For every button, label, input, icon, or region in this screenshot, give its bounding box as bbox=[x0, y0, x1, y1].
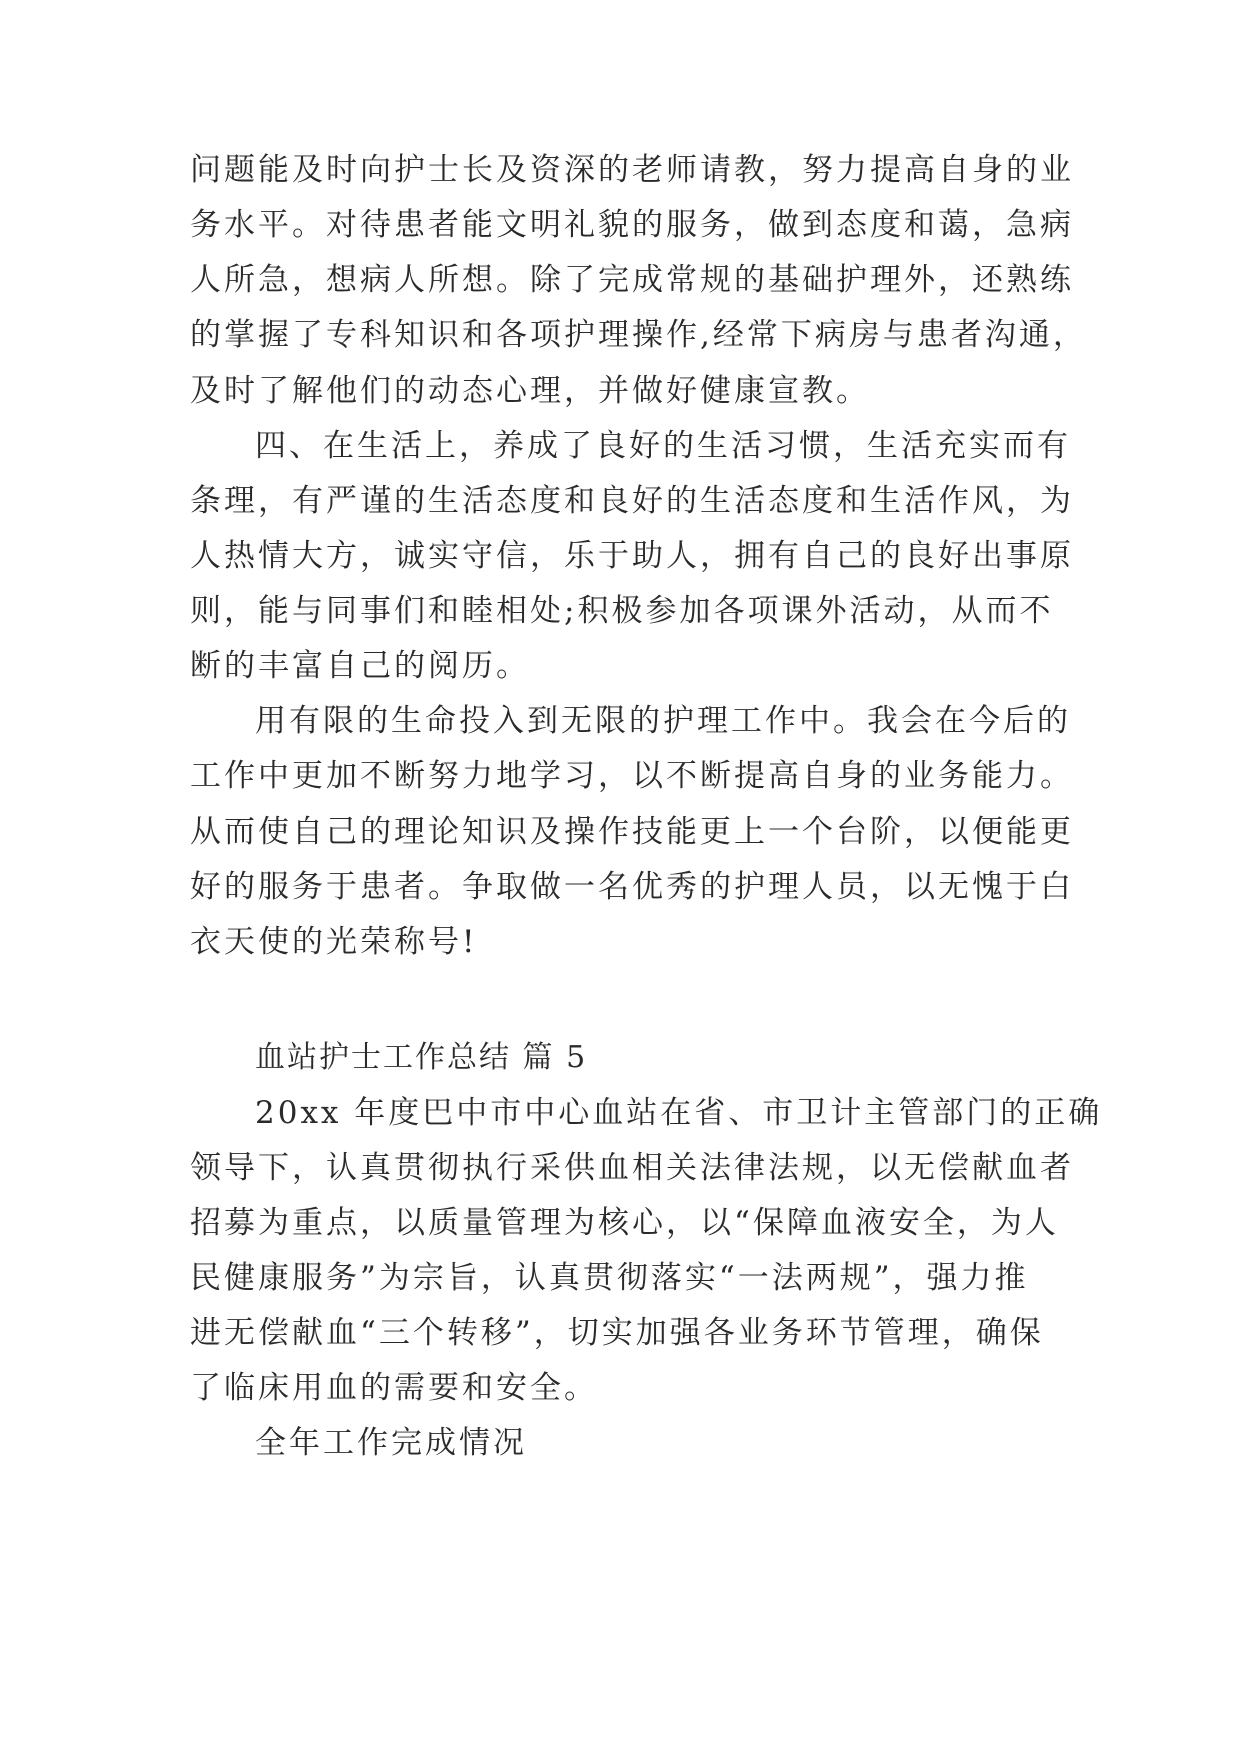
paragraph-line: 问题能及时向护士长及资深的老师请教，努力提高自身的业 bbox=[190, 152, 1074, 188]
paragraph-line: 人所急，想病人所想。除了完成常规的基础护理外，还熟练 bbox=[190, 262, 1074, 298]
paragraph-line: 人热情大方，诚实守信，乐于助人，拥有自己的良好出事原 bbox=[190, 538, 1074, 574]
paragraph-line: 断的丰富自己的阅历。 bbox=[190, 648, 530, 684]
paragraph-line: 20xx 年度巴中市中心血站在省、市卫计主管部门的正确 bbox=[255, 1095, 1103, 1131]
paragraph-line: 进无偿献血“三个转移”，切实加强各业务环节管理，确保 bbox=[190, 1315, 1044, 1351]
paragraph-line: 工作中更加不断努力地学习，以不断提高自身的业务能力。 bbox=[190, 758, 1074, 794]
paragraph-line: 好的服务于患者。争取做一名优秀的护理人员，以无愧于白 bbox=[190, 869, 1074, 905]
paragraph-line: 四、在生活上，养成了良好的生活习惯，生活充实而有 bbox=[255, 428, 1071, 464]
section-title: 血站护士工作总结 篇 5 bbox=[255, 1040, 588, 1075]
paragraph-line: 领导下，认真贯彻执行采供血相关法律法规，以无偿献血者 bbox=[190, 1150, 1074, 1186]
paragraph-line: 则，能与同事们和睦相处;积极参加各项课外活动，从而不 bbox=[190, 593, 1054, 629]
paragraph-line: 民健康服务”为宗旨，认真贯彻落实“一法两规”，强力推 bbox=[190, 1260, 1029, 1296]
paragraph-line: 招募为重点，以质量管理为核心，以“保障血液安全，为人 bbox=[190, 1205, 1059, 1241]
paragraph-line: 从而使自己的理论知识及操作技能更上一个台阶，以便能更 bbox=[190, 814, 1074, 850]
paragraph-line: 衣天使的光荣称号! bbox=[190, 924, 478, 960]
paragraph-line: 务水平。对待患者能文明礼貌的服务，做到态度和蔼，急病 bbox=[190, 207, 1074, 243]
paragraph-line: 了临床用血的需要和安全。 bbox=[190, 1370, 598, 1406]
paragraph-line: 条理，有严谨的生活态度和良好的生活态度和生活作风，为 bbox=[190, 483, 1074, 519]
paragraph-line: 的掌握了专科知识和各项护理操作,经常下病房与患者沟通， bbox=[190, 317, 1087, 353]
paragraph-line: 用有限的生命投入到无限的护理工作中。我会在今后的 bbox=[255, 703, 1071, 739]
paragraph-line: 及时了解他们的动态心理，并做好健康宣教。 bbox=[190, 373, 870, 409]
subheading: 全年工作完成情况 bbox=[255, 1425, 527, 1461]
